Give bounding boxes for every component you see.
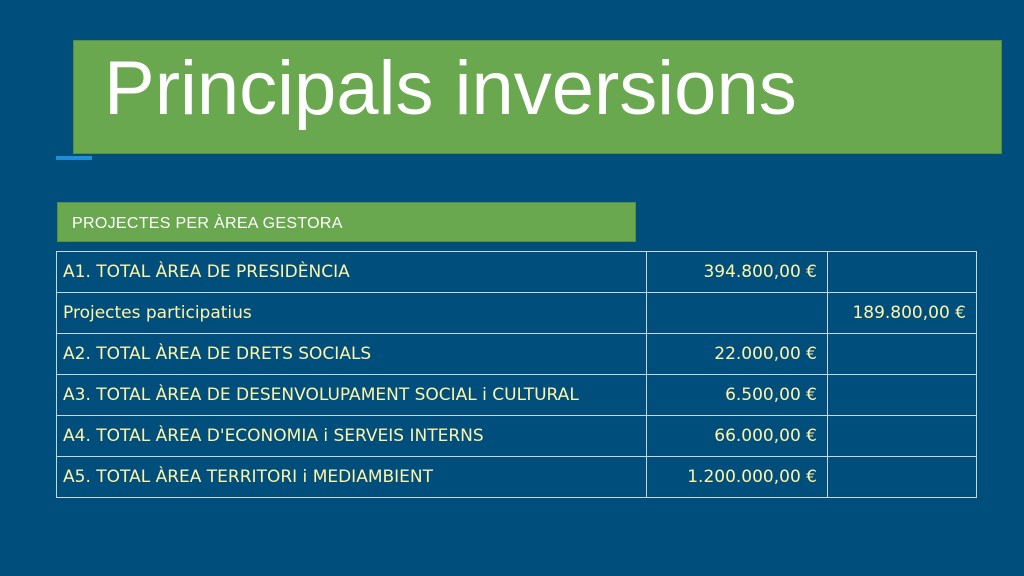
investments-table: [56, 251, 977, 498]
row-total: 22.000,00 €: [647, 334, 828, 375]
section-header: [57, 202, 636, 242]
row-detail: 189.800,00 €: [828, 293, 977, 334]
row-label: A3. TOTAL ÀREA DE DESENVOLUPAMENT SOCIAL i CULTURAL: [57, 375, 647, 416]
table-row: [57, 457, 977, 498]
row-total: 1.200.000,00 €: [647, 457, 828, 498]
row-detail: [828, 252, 977, 293]
row-detail: [828, 416, 977, 457]
table-row: [57, 375, 977, 416]
table-row: [57, 334, 977, 375]
row-label: A2. TOTAL ÀREA DE DRETS SOCIALS: [57, 334, 647, 375]
section-header-label: PROJECTES PER ÀREA GESTORA: [72, 215, 343, 232]
row-total: 6.500,00 €: [647, 375, 828, 416]
row-total: 66.000,00 €: [647, 416, 828, 457]
table-row: [57, 416, 977, 457]
title-box: [73, 40, 1002, 154]
row-detail: [828, 457, 977, 498]
row-label: Projectes participatius: [57, 293, 647, 334]
row-label: A4. TOTAL ÀREA D'ECONOMIA i SERVEIS INTERNS: [57, 416, 647, 457]
accent-line: [56, 156, 92, 160]
row-total: 394.800,00 €: [647, 252, 828, 293]
row-total: [647, 293, 828, 334]
table-row: [57, 293, 977, 334]
row-detail: [828, 334, 977, 375]
row-label: A1. TOTAL ÀREA DE PRESIDÈNCIA: [57, 252, 647, 293]
row-label: A5. TOTAL ÀREA TERRITORI i MEDIAMBIENT: [57, 457, 647, 498]
slide-title: Principals inversions: [104, 46, 797, 131]
row-detail: [828, 375, 977, 416]
table-row: [57, 252, 977, 293]
